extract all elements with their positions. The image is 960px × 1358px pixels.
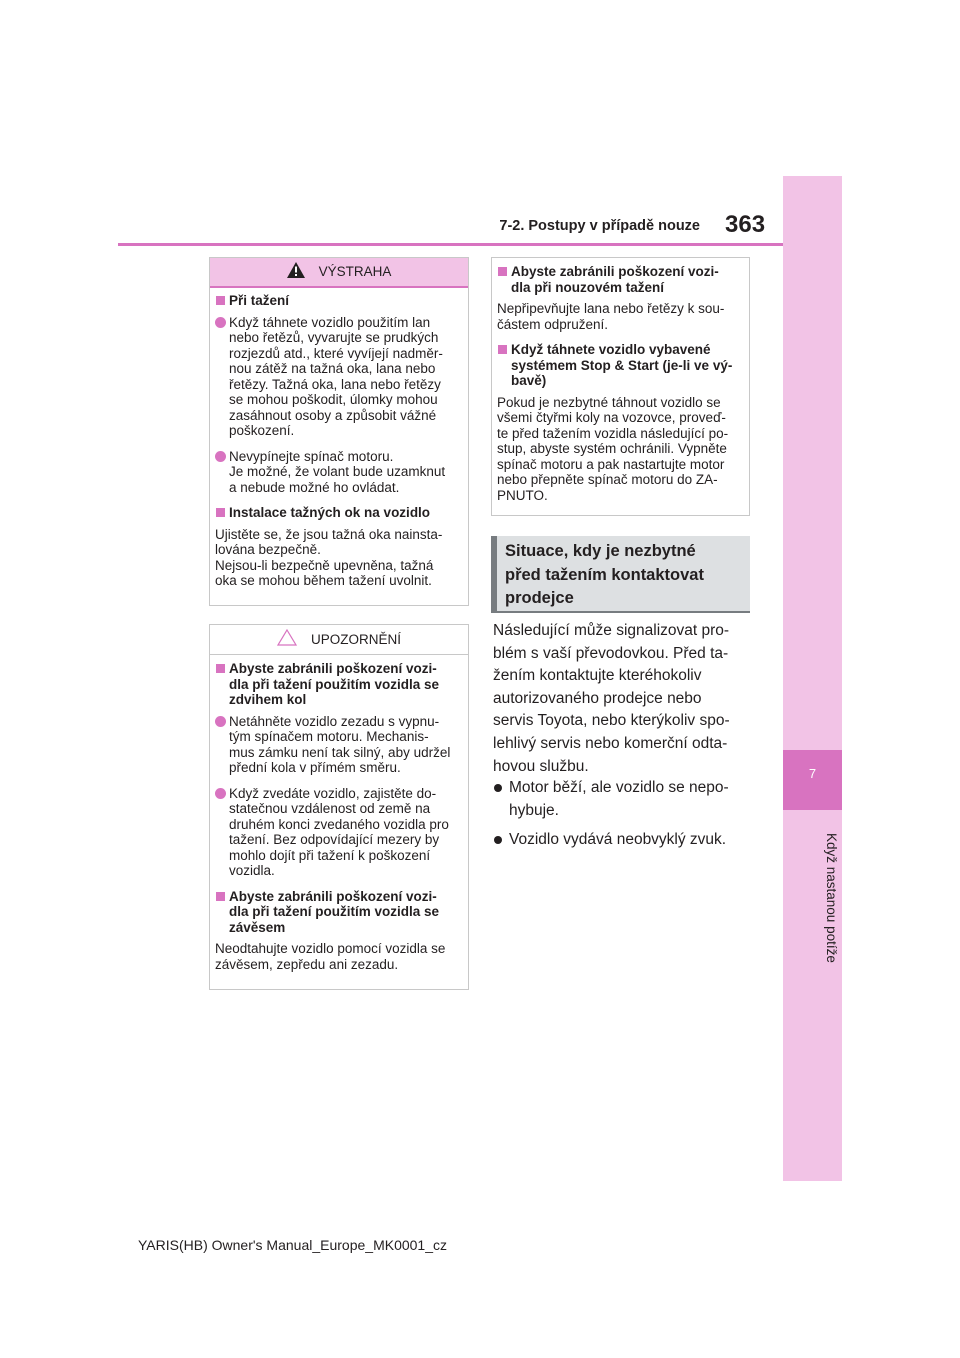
page-number: 363 — [725, 211, 766, 238]
section-bullet-engine-running: Motor běží, ale vozidlo se nepo- hybuje. — [491, 777, 753, 822]
chapter-number: 7 — [783, 750, 842, 810]
chapter-title: Když nastanou potíže — [824, 833, 839, 963]
section-heading: Situace, kdy je nezbytné před tažením kontaktovat prodejce — [491, 536, 750, 613]
caution-bullet-rear-towing: Netáhněte vozidlo zezadu s vypnu- tým spínačem motoru. Mechanis- mus zámku není tak silný, aby udržel přední kola v přímém směru. — [215, 714, 462, 776]
section-bullet-unusual-noise: Vozidlo vydává neobvyklý zvuk. — [491, 829, 753, 852]
header-divider — [118, 243, 783, 246]
warning-bullet-engine-switch: Nevypínejte spínač motoru. Je možné, že volant bude uzamknut a nebude možné ho ovládat. — [215, 449, 462, 496]
warning-bullet-ropes: Když táhnete vozidlo použitím lan nebo řetězů, vyvarujte se prudkých rozjezdů atd., které vyvíjejí nadměr- nou zátěž na tažná oka, lana nebo řetězy. Tažná oka, lana nebo řetězy se mohou poškodit, úlomky mohou zasáhnout osoby a způsobit vážné poškození. — [215, 315, 462, 439]
page-footer: YARIS(HB) Owner's Manual_Europe_MK0001_cz — [138, 1237, 447, 1253]
caution-box-continued — [491, 257, 750, 516]
caution-paragraph-sling: Neodtahujte vozidlo pomocí vozidla se závěsem, zepředu ani zezadu. — [215, 941, 446, 972]
caution-paragraph-suspension: Nepřipevňujte lana nebo řetězy k sou- částem odpružení. — [497, 301, 725, 332]
warning-heading-eyelets: Instalace tažných ok na vozidlo — [215, 505, 462, 521]
caution-heading-sling: Abyste zabránili poškození vozi- dla při tažení použitím vozidla se závěsem — [215, 889, 462, 936]
caution-heading-wheel-lift: Abyste zabránili poškození vozi- dla při tažení použitím vozidla se zdvihem kol — [215, 661, 462, 708]
warning-box — [209, 257, 469, 606]
warning-heading-towing: Při tažení — [215, 293, 462, 309]
chapter-side-tab — [783, 176, 842, 1181]
caution-triangle-icon — [277, 629, 297, 650]
warning-box-header — [210, 258, 468, 288]
caution-heading-emergency-towing: Abyste zabránili poškození vozi- dla při nouzovém tažení — [497, 264, 743, 295]
warning-box-title: VÝSTRAHA — [318, 264, 392, 280]
caution-paragraph-stop-start: Pokud je nezbytné táhnout vozidlo se všemi čtyřmi koly na vozovce, proveď- te před tažením vozidla následující po- stup, abyste systém ochránili. Vypněte spínač motoru a pak nastartujte motor nebo přepněte spínač motoru do ZA- PNUTO. — [497, 394, 729, 503]
caution-heading-stop-start: Když táhnete vozidlo vybavené systémem Stop & Start (je-li ve vý- bavě) — [497, 342, 743, 389]
caution-box-header — [210, 625, 468, 655]
caution-box — [209, 624, 469, 990]
warning-triangle-icon — [287, 262, 305, 282]
caution-box-title: UPOZORNĚNÍ — [310, 631, 401, 647]
warning-paragraph-eyelets: Ujistěte se, že jsou tažná oka nainsta- lována bezpečně. Nejsou-li bezpečně upevněna, tažná oka se mohou během tažení uvolnit. — [215, 526, 443, 588]
section-bullet-list — [491, 777, 753, 859]
caution-bullet-lifting: Když zvedáte vozidlo, zajistěte do- statečnou vzdálenost od země na druhém konci zvedaného vozidla pro tažení. Bez odpovídající mezery by mohlo dojít při tažení k poškození vozidla. — [215, 786, 462, 879]
section-title: 7-2. Postupy v případě nouze — [499, 218, 700, 234]
section-body: Následující může signalizovat pro- blém s vaší převodovkou. Před ta- žením kontaktujte kteréhokoliv autorizovaného prodejce nebo servis Toyota, nebo kterýkoliv spo- lehlivý servis nebo komerční odta- hovou službu. — [493, 622, 730, 775]
